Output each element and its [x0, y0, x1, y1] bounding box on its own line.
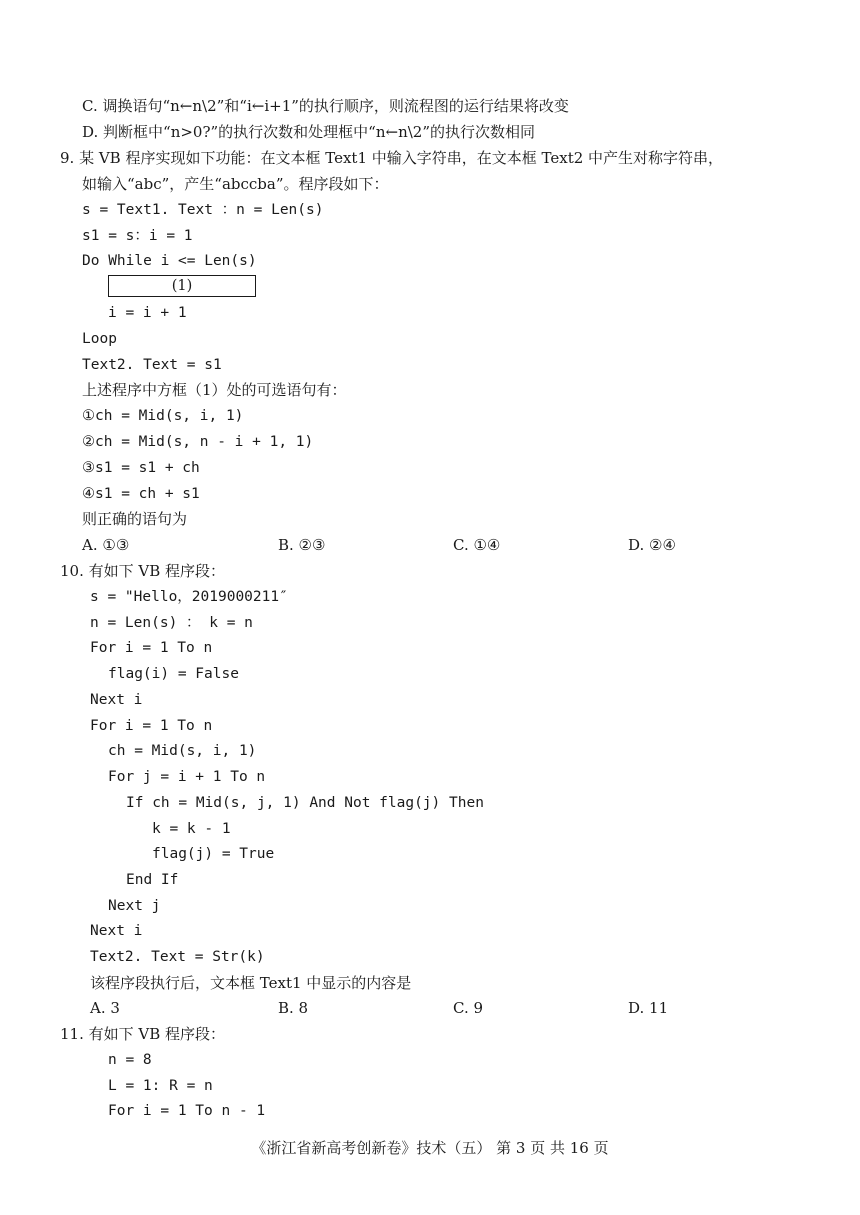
q10-code-line: Next i — [90, 692, 143, 708]
q10-code-line: s = "Hello，2019000211″ — [90, 589, 288, 605]
q9-stem-line1: 9. 某 VB 程序实现如下功能：在文本框 Text1 中输入字符串，在文本框 Text2 中产生对称字符串， — [60, 149, 724, 167]
q10-code-line: For i = 1 To n — [90, 718, 213, 734]
q9-code-line: s = Text1. Text ：n = Len(s) — [82, 202, 324, 218]
q10-code-line: n = Len(s) ： k = n — [90, 615, 253, 631]
q10-code-line: k = k - 1 — [152, 821, 231, 837]
q10-code-line: End If — [126, 872, 179, 888]
q10-code-line: ch = Mid(s, i, 1) — [108, 743, 257, 759]
q9-code-line: s1 = s：i = 1 — [82, 228, 193, 244]
q11-stem: 11. 有如下 VB 程序段： — [60, 1025, 226, 1043]
q10-code-line: Next i — [90, 923, 143, 939]
q10-stem: 10. 有如下 VB 程序段： — [60, 562, 226, 580]
page-footer: 《浙江省新高考创新卷》技术（五） 第 3 页 共 16 页 — [251, 1139, 609, 1157]
q9-code-line: Loop — [82, 331, 117, 347]
q9-choice: ③s1 = s1 + ch — [82, 460, 200, 476]
q10-code-line: flag(j) = True — [152, 846, 275, 862]
q9-choice: ②ch = Mid(s, n - i + 1, 1) — [82, 434, 314, 450]
q10-code-line: If ch = Mid(s, j, 1) And Not flag(j) Then — [126, 795, 484, 811]
q9-blank-box — [108, 275, 256, 297]
q10-code-line: Text2. Text = Str(k) — [90, 949, 265, 965]
q9-prompt: 上述程序中方框（1）处的可选语句有： — [82, 381, 347, 399]
q8-option-c: C. 调换语句“n←n\2”和“i←i+1”的执行顺序，则流程图的运行结果将改变 — [82, 97, 569, 115]
q10-option-b: B. 8 — [278, 999, 309, 1017]
q10-option-a: A. 3 — [90, 999, 120, 1017]
q9-code-line: Text2. Text = s1 — [82, 357, 222, 373]
q9-code-line: i = i + 1 — [108, 305, 187, 321]
q10-code-line: flag(i) = False — [108, 666, 239, 682]
q8-option-d: D. 判断框中“n>0?”的执行次数和处理框中“n←n\2”的执行次数相同 — [82, 123, 536, 141]
q10-option-d: D. 11 — [628, 999, 669, 1017]
q10-ask: 该程序段执行后，文本框 Text1 中显示的内容是 — [90, 974, 412, 992]
q11-code-line: n = 8 — [108, 1052, 152, 1068]
q11-code-line: L = 1: R = n — [108, 1078, 213, 1094]
q9-option-c: C. ①④ — [453, 536, 501, 554]
q10-code-line: For i = 1 To n — [90, 640, 213, 656]
q9-blank-label: (1) — [171, 278, 193, 294]
q9-choice: ④s1 = ch + s1 — [82, 486, 200, 502]
q9-option-a: A. ①③ — [82, 536, 130, 554]
q10-code-line: For j = i + 1 To n — [108, 769, 266, 785]
q9-code-line: Do While i <= Len(s) — [82, 253, 257, 269]
q9-option-b: B. ②③ — [278, 536, 326, 554]
q11-code-line: For i = 1 To n - 1 — [108, 1103, 266, 1119]
q9-choice: ①ch = Mid(s, i, 1) — [82, 408, 244, 424]
q9-ask: 则正确的语句为 — [82, 510, 188, 528]
q10-option-c: C. 9 — [453, 999, 484, 1017]
q9-option-d: D. ②④ — [628, 536, 676, 554]
q9-stem-line2: 如输入“abc”，产生“abccba”。程序段如下： — [82, 175, 389, 193]
q10-code-line: Next j — [108, 898, 161, 914]
